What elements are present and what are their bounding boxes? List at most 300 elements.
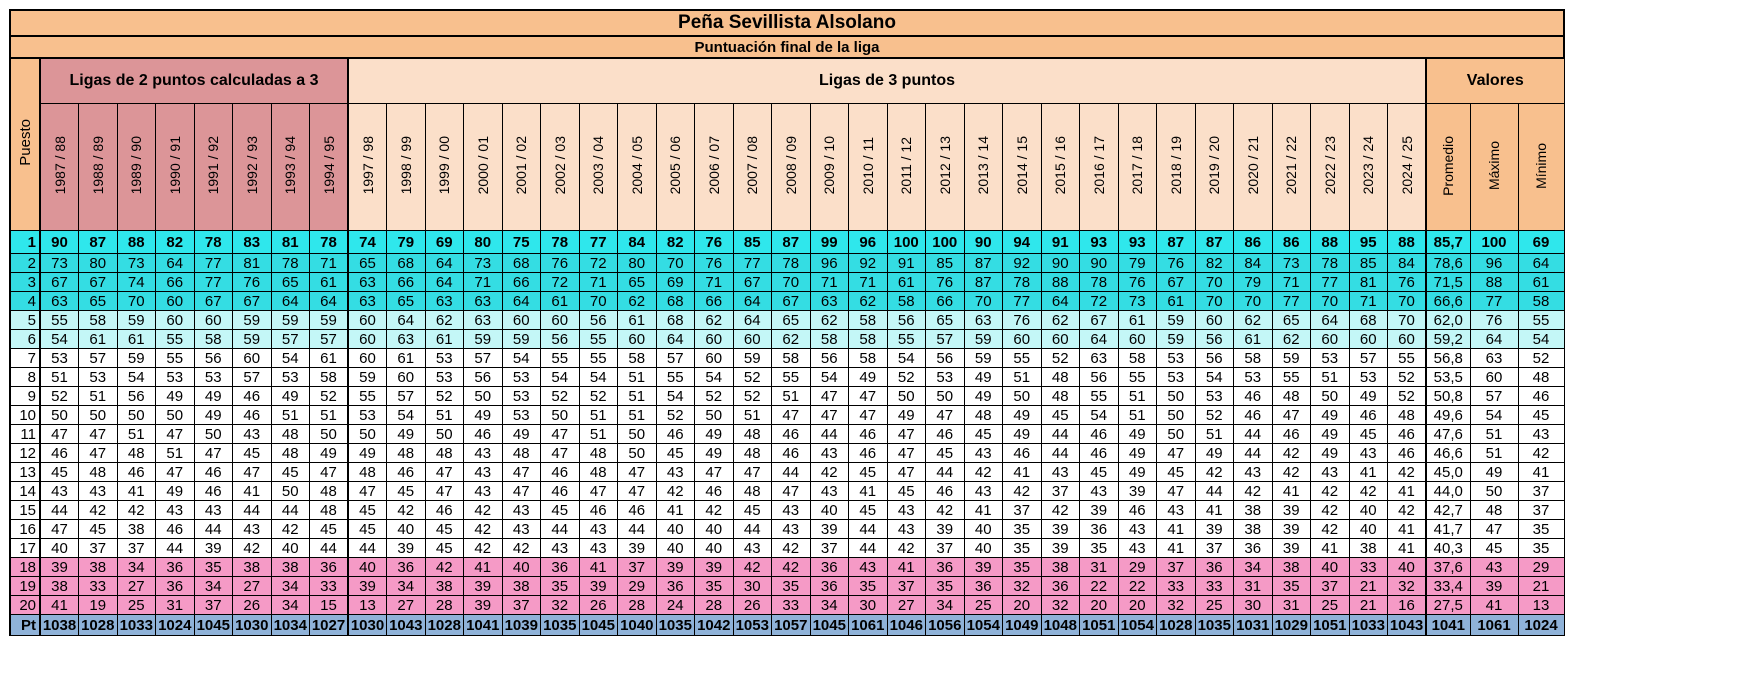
points-cell: 32: [1003, 577, 1042, 596]
points-cell: 56: [541, 330, 580, 349]
points-cell: 25: [117, 596, 156, 615]
points-cell: 53: [1311, 349, 1350, 368]
league-standings-table: [9, 9, 1565, 636]
points-cell: 42: [1234, 482, 1273, 501]
points-cell: 36: [1195, 558, 1234, 577]
points-cell: 49: [695, 444, 734, 463]
points-cell: 32: [1388, 577, 1427, 596]
points-cell: 34: [117, 558, 156, 577]
points-cell: 54: [1080, 406, 1119, 425]
points-cell: 71: [849, 273, 888, 292]
stat-cell: 37: [1518, 482, 1564, 501]
season-label: 2004 / 05: [628, 136, 645, 195]
points-cell: 33: [772, 596, 811, 615]
points-cell: 1048: [1041, 615, 1080, 636]
points-cell: 59: [271, 311, 310, 330]
points-cell: 62: [425, 311, 464, 330]
season-header: [1118, 104, 1157, 231]
points-cell: 35: [1003, 539, 1042, 558]
points-cell: 29: [1118, 558, 1157, 577]
season-header: [887, 104, 926, 231]
points-cell: 41: [1272, 482, 1311, 501]
points-cell: 47: [579, 482, 618, 501]
points-cell: 60: [733, 330, 772, 349]
points-cell: 48: [310, 501, 349, 520]
points-cell: 66: [695, 292, 734, 311]
stat-cell: 64: [1470, 330, 1518, 349]
points-cell: 42: [464, 520, 503, 539]
points-cell: 21: [1349, 596, 1388, 615]
points-cell: 76: [233, 273, 272, 292]
table-row: [10, 349, 1564, 368]
points-cell: 78: [194, 231, 233, 254]
points-cell: 54: [502, 349, 541, 368]
points-cell: 68: [656, 311, 695, 330]
table-row: [10, 330, 1564, 349]
points-cell: 60: [1388, 330, 1427, 349]
season-header: [1195, 104, 1234, 231]
points-cell: 71: [1349, 292, 1388, 311]
points-cell: 33: [1157, 577, 1196, 596]
points-cell: 39: [964, 558, 1003, 577]
season-header: [194, 104, 233, 231]
points-cell: 1045: [579, 615, 618, 636]
points-cell: 91: [887, 254, 926, 273]
points-cell: 35: [849, 577, 888, 596]
points-cell: 1054: [1118, 615, 1157, 636]
points-cell: 47: [79, 425, 118, 444]
points-cell: 41: [1349, 463, 1388, 482]
stat-cell: 1024: [1518, 615, 1564, 636]
table-row: [10, 273, 1564, 292]
points-cell: 79: [1234, 273, 1273, 292]
table-row: [10, 292, 1564, 311]
points-cell: 45: [425, 520, 464, 539]
points-cell: 28: [618, 596, 657, 615]
position-cell: 7: [10, 349, 40, 368]
points-cell: 36: [156, 558, 195, 577]
points-cell: 61: [117, 330, 156, 349]
season-label: 2013 / 14: [975, 136, 992, 195]
points-cell: 1027: [310, 615, 349, 636]
points-cell: 39: [695, 558, 734, 577]
points-cell: 64: [502, 292, 541, 311]
points-cell: 70: [117, 292, 156, 311]
season-header: [1349, 104, 1388, 231]
points-cell: 52: [733, 368, 772, 387]
sheet-subtitle: Puntuación final de la liga: [10, 36, 1564, 58]
points-cell: 60: [194, 311, 233, 330]
points-cell: 43: [464, 444, 503, 463]
table-row: [10, 444, 1564, 463]
points-cell: 36: [926, 558, 965, 577]
points-cell: 81: [233, 254, 272, 273]
points-cell: 65: [271, 273, 310, 292]
season-header: [964, 104, 1003, 231]
points-cell: 56: [1080, 368, 1119, 387]
points-cell: 45: [40, 463, 79, 482]
points-cell: 45: [425, 539, 464, 558]
stat-cell: 29: [1518, 558, 1564, 577]
points-cell: 50: [79, 406, 118, 425]
points-cell: 1031: [1234, 615, 1273, 636]
points-cell: 50: [618, 425, 657, 444]
points-cell: 1035: [1195, 615, 1234, 636]
points-cell: 59: [1157, 311, 1196, 330]
points-cell: 46: [117, 463, 156, 482]
points-cell: 53: [40, 349, 79, 368]
points-cell: 72: [579, 254, 618, 273]
points-cell: 49: [849, 368, 888, 387]
points-cell: 47: [502, 463, 541, 482]
points-cell: 66: [926, 292, 965, 311]
points-cell: 46: [656, 425, 695, 444]
points-cell: 60: [1195, 311, 1234, 330]
points-cell: 34: [1234, 558, 1273, 577]
points-cell: 42: [887, 539, 926, 558]
points-cell: 46: [849, 425, 888, 444]
points-cell: 64: [1311, 311, 1350, 330]
table-row: [10, 501, 1564, 520]
points-cell: 87: [79, 231, 118, 254]
points-cell: 1034: [271, 615, 310, 636]
season-label: 2003 / 04: [590, 136, 607, 195]
points-cell: 37: [887, 577, 926, 596]
points-cell: 1040: [618, 615, 657, 636]
points-cell: 22: [1118, 577, 1157, 596]
points-cell: 47: [1157, 444, 1196, 463]
points-cell: 44: [1195, 482, 1234, 501]
points-cell: 39: [1041, 539, 1080, 558]
points-cell: 67: [79, 273, 118, 292]
points-cell: 20: [1080, 596, 1119, 615]
points-cell: 46: [541, 463, 580, 482]
points-cell: 42: [1003, 482, 1042, 501]
points-cell: 99: [810, 231, 849, 254]
stat-cell: 21: [1518, 577, 1564, 596]
points-cell: 64: [733, 292, 772, 311]
points-cell: 57: [79, 349, 118, 368]
points-cell: 53: [425, 368, 464, 387]
points-cell: 42: [464, 539, 503, 558]
points-cell: 1049: [1003, 615, 1042, 636]
points-cell: 30: [1234, 596, 1273, 615]
season-label: 2017 / 18: [1129, 136, 1146, 195]
points-cell: 64: [387, 311, 426, 330]
points-cell: 46: [772, 444, 811, 463]
points-cell: 88: [117, 231, 156, 254]
points-cell: 52: [887, 368, 926, 387]
position-cell: 9: [10, 387, 40, 406]
points-cell: 84: [618, 231, 657, 254]
points-cell: 68: [1349, 311, 1388, 330]
points-cell: 43: [772, 520, 811, 539]
points-cell: 63: [1080, 349, 1119, 368]
position-cell: 12: [10, 444, 40, 463]
points-cell: 46: [1388, 444, 1427, 463]
points-cell: 40: [1311, 558, 1350, 577]
points-cell: 50: [464, 387, 503, 406]
season-label: 2023 / 24: [1360, 136, 1377, 195]
stat-cell: 55: [1518, 311, 1564, 330]
points-cell: 37: [79, 539, 118, 558]
points-cell: 47: [618, 463, 657, 482]
stat-cell: 37,6: [1426, 558, 1470, 577]
points-cell: 42: [1272, 463, 1311, 482]
season-header: [79, 104, 118, 231]
points-cell: 48: [733, 482, 772, 501]
points-cell: 46: [194, 463, 233, 482]
points-cell: 38: [117, 520, 156, 539]
points-cell: 59: [964, 330, 1003, 349]
points-cell: 53: [194, 368, 233, 387]
points-cell: 63: [964, 311, 1003, 330]
points-cell: 85: [926, 254, 965, 273]
points-cell: 61: [310, 349, 349, 368]
points-cell: 45: [541, 501, 580, 520]
points-cell: 47: [1272, 406, 1311, 425]
points-cell: 45: [964, 425, 1003, 444]
season-header: [618, 104, 657, 231]
points-cell: 90: [1080, 254, 1119, 273]
points-cell: 70: [1195, 273, 1234, 292]
points-cell: 47: [618, 482, 657, 501]
points-cell: 51: [772, 387, 811, 406]
points-cell: 67: [1080, 311, 1119, 330]
points-cell: 47: [772, 482, 811, 501]
points-cell: 37: [618, 558, 657, 577]
season-label: 2000 / 01: [474, 136, 491, 195]
points-cell: 63: [425, 292, 464, 311]
points-cell: 45: [348, 520, 387, 539]
stat-cell: 54: [1470, 406, 1518, 425]
stat-cell: 78,6: [1426, 254, 1470, 273]
points-cell: 31: [1272, 596, 1311, 615]
points-cell: 51: [579, 425, 618, 444]
points-cell: 43: [464, 463, 503, 482]
points-cell: 69: [425, 231, 464, 254]
points-cell: 67: [1157, 273, 1196, 292]
season-header: [1272, 104, 1311, 231]
points-cell: 45: [849, 501, 888, 520]
points-cell: 51: [425, 406, 464, 425]
points-cell: 60: [618, 330, 657, 349]
position-cell: 20: [10, 596, 40, 615]
points-cell: 67: [40, 273, 79, 292]
points-cell: 61: [310, 273, 349, 292]
points-cell: 31: [1080, 558, 1119, 577]
points-cell: 33: [1349, 558, 1388, 577]
stat-cell: 56,8: [1426, 349, 1470, 368]
points-cell: 44: [233, 501, 272, 520]
points-cell: 70: [1388, 311, 1427, 330]
points-cell: 53: [502, 406, 541, 425]
points-cell: 39: [387, 539, 426, 558]
points-cell: 50: [194, 425, 233, 444]
points-cell: 35: [926, 577, 965, 596]
points-cell: 44: [40, 501, 79, 520]
points-cell: 1053: [733, 615, 772, 636]
points-cell: 86: [1234, 231, 1273, 254]
season-header: [1157, 104, 1196, 231]
table-row: [10, 231, 1564, 254]
points-cell: 38: [502, 577, 541, 596]
points-cell: 48: [425, 444, 464, 463]
points-cell: 54: [810, 368, 849, 387]
points-cell: 78: [271, 254, 310, 273]
season-label: 1991 / 92: [205, 136, 222, 195]
points-cell: 58: [849, 349, 888, 368]
season-header: [772, 104, 811, 231]
points-cell: 46: [425, 501, 464, 520]
points-cell: 27: [387, 596, 426, 615]
points-cell: 59: [1272, 349, 1311, 368]
points-cell: 55: [156, 330, 195, 349]
points-cell: 61: [1118, 311, 1157, 330]
points-cell: 42: [733, 558, 772, 577]
points-cell: 43: [579, 539, 618, 558]
points-cell: 46: [926, 482, 965, 501]
points-cell: 47: [156, 463, 195, 482]
position-cell: 16: [10, 520, 40, 539]
points-cell: 42: [964, 463, 1003, 482]
points-cell: 36: [541, 558, 580, 577]
points-cell: 96: [849, 231, 888, 254]
stat-cell: 50: [1470, 482, 1518, 501]
points-cell: 53: [79, 368, 118, 387]
points-cell: 70: [772, 273, 811, 292]
points-cell: 57: [233, 368, 272, 387]
points-cell: 46: [618, 501, 657, 520]
points-cell: 72: [1080, 292, 1119, 311]
season-label: 1989 / 90: [128, 136, 145, 195]
points-cell: 39: [1041, 520, 1080, 539]
value-header-label: Mínimo: [1533, 142, 1549, 189]
points-cell: 50: [156, 406, 195, 425]
points-cell: 36: [964, 577, 1003, 596]
season-header: [695, 104, 734, 231]
points-cell: 32: [1157, 596, 1196, 615]
points-cell: 1035: [656, 615, 695, 636]
points-cell: 38: [1272, 558, 1311, 577]
table-row: [10, 254, 1564, 273]
points-cell: 40: [1388, 558, 1427, 577]
stat-cell: 54: [1518, 330, 1564, 349]
points-cell: 63: [348, 273, 387, 292]
points-cell: 65: [348, 254, 387, 273]
points-cell: 46: [1272, 425, 1311, 444]
points-cell: 39: [1272, 520, 1311, 539]
points-cell: 73: [1118, 292, 1157, 311]
stat-cell: 45: [1518, 406, 1564, 425]
season-header: [502, 104, 541, 231]
points-cell: 35: [541, 577, 580, 596]
points-cell: 51: [618, 387, 657, 406]
points-cell: 40: [1349, 501, 1388, 520]
points-cell: 43: [464, 482, 503, 501]
points-cell: 58: [1234, 349, 1273, 368]
points-cell: 51: [117, 425, 156, 444]
points-cell: 52: [656, 406, 695, 425]
points-cell: 50: [40, 406, 79, 425]
table-row: [10, 463, 1564, 482]
points-cell: 47: [887, 463, 926, 482]
stat-cell: 41: [1470, 596, 1518, 615]
points-cell: 54: [117, 368, 156, 387]
points-cell: 58: [618, 349, 657, 368]
points-cell: 47: [849, 406, 888, 425]
points-cell: 64: [656, 330, 695, 349]
points-cell: 49: [1118, 463, 1157, 482]
points-cell: 38: [40, 577, 79, 596]
points-cell: 42: [425, 558, 464, 577]
points-cell: 71: [695, 273, 734, 292]
points-cell: 43: [1041, 463, 1080, 482]
points-cell: 46: [849, 444, 888, 463]
points-cell: 92: [849, 254, 888, 273]
points-cell: 49: [194, 387, 233, 406]
position-cell: 4: [10, 292, 40, 311]
points-cell: 67: [194, 292, 233, 311]
points-cell: 65: [926, 311, 965, 330]
points-cell: 58: [79, 311, 118, 330]
points-cell: 45: [387, 482, 426, 501]
points-cell: 40: [387, 520, 426, 539]
points-cell: 54: [541, 368, 580, 387]
points-cell: 41: [464, 558, 503, 577]
points-cell: 65: [387, 292, 426, 311]
points-cell: 37: [1195, 539, 1234, 558]
points-cell: 58: [887, 292, 926, 311]
points-cell: 39: [579, 577, 618, 596]
points-cell: 73: [1272, 254, 1311, 273]
points-cell: 42: [271, 520, 310, 539]
points-cell: 51: [1311, 368, 1350, 387]
points-cell: 48: [271, 425, 310, 444]
points-cell: 52: [1041, 349, 1080, 368]
points-cell: 56: [1195, 330, 1234, 349]
points-cell: 55: [579, 330, 618, 349]
points-cell: 36: [656, 577, 695, 596]
points-cell: 56: [926, 349, 965, 368]
points-cell: 77: [733, 254, 772, 273]
stat-cell: 88: [1470, 273, 1518, 292]
points-cell: 49: [1349, 387, 1388, 406]
points-cell: 1061: [849, 615, 888, 636]
points-cell: 59: [348, 368, 387, 387]
points-cell: 42: [1272, 444, 1311, 463]
points-cell: 62: [810, 311, 849, 330]
points-cell: 73: [464, 254, 503, 273]
season-header: [1080, 104, 1119, 231]
points-cell: 39: [464, 596, 503, 615]
points-cell: 1051: [1080, 615, 1119, 636]
points-cell: 51: [618, 406, 657, 425]
points-cell: 26: [579, 596, 618, 615]
points-cell: 39: [464, 577, 503, 596]
points-cell: 51: [40, 368, 79, 387]
points-cell: 59: [502, 330, 541, 349]
points-cell: 46: [1234, 406, 1273, 425]
points-cell: 49: [348, 444, 387, 463]
points-cell: 100: [887, 231, 926, 254]
points-cell: 55: [656, 368, 695, 387]
points-cell: 78: [1311, 254, 1350, 273]
points-cell: 36: [310, 558, 349, 577]
points-cell: 88: [1311, 231, 1350, 254]
points-cell: 53: [502, 387, 541, 406]
points-cell: 40: [964, 539, 1003, 558]
